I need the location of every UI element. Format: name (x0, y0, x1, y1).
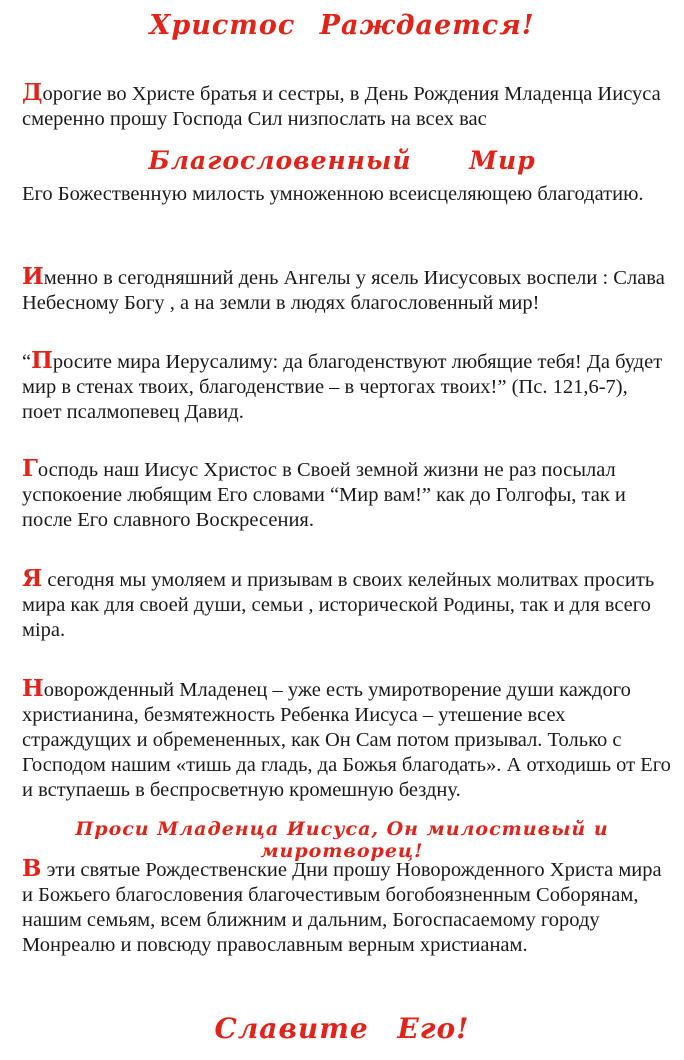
drop-letter: Я (22, 565, 43, 592)
paragraph-text: Его Божественную милость умноженною всеисцеляющею благодатию. (22, 183, 644, 205)
closing-heading: Славите Его! (214, 1012, 470, 1045)
quote-mark: “ (22, 351, 32, 373)
paragraph-text: сегодня мы умоляем и призывам в своих келейных молитвах просить мира как для своей души, семьи , исторической Родины, так и для всего міра. (22, 569, 655, 641)
title-heading: Христос Раждается! (149, 10, 535, 41)
drop-letter: П (31, 347, 53, 374)
drop-letter: В (22, 855, 42, 882)
drop-letter: Г (22, 455, 38, 482)
paragraph-text: оворожденный Младенец – уже есть умиротворение души каждого христианина, безмятежность Ребенка Иисуса – утешение всех страждущих и обремененных, как Он Сам потом призывал. Только с Господом нашим «тишь да гладь, да Божья благодать». А отходишь от Его и вступаешь в беспросветную кромешную бездну. (22, 679, 671, 801)
call-heading: Проси Младенца Иисуса, Он милостивый и миротворец! (75, 818, 609, 862)
paragraph-text: орогие во Христе братья и сестры, в День Рождения Младенца Иисуса смеренно прошу Господа Сил низпослать на всех вас (22, 83, 661, 130)
paragraph-blessing (22, 856, 672, 958)
paragraph-psalm (22, 348, 672, 425)
drop-letter: Н (22, 675, 44, 702)
paragraph-text: росите мира Иерусалиму: да благоденствуют любящие тебя! Да будет мир в стенах твоих, благоденствие – в чертогах твоих!” (Пс. 121,6-7), поет псалмопевец Давид. (22, 351, 663, 423)
paragraph-text: менно в сегодняшний день Ангелы у ясель Иисусовых воспели : Слава Небесному Богу , а на земли в людях благословенный мир! (22, 267, 665, 314)
drop-letter: Д (22, 79, 43, 106)
paragraph-newborn (22, 676, 672, 803)
paragraph-text: эти святые Рождественские Дни прошу Новорожденного Христа мира и Божьего благословения благочестивым богобоязненным Соборянам, нашим семьям, всем ближним и дальним, Богоспасаемому городу Монреалю и повсюду православным верным христианам. (22, 859, 662, 956)
paragraph-greeting (22, 80, 672, 132)
paragraph-prayer (22, 566, 672, 643)
paragraph-mercy (22, 182, 672, 207)
paragraph-lord (22, 456, 672, 533)
paragraph-text: осподь наш Иисус Христос в Своей земной жизни не раз посылал успокоение любящим Его словами “Мир вам!” как до Голгофы, так и после Его славного Воскресения. (22, 459, 626, 531)
paragraph-angels (22, 264, 672, 316)
blessed-peace-heading: Благословенный Мир (148, 146, 536, 175)
drop-letter: И (22, 263, 44, 290)
